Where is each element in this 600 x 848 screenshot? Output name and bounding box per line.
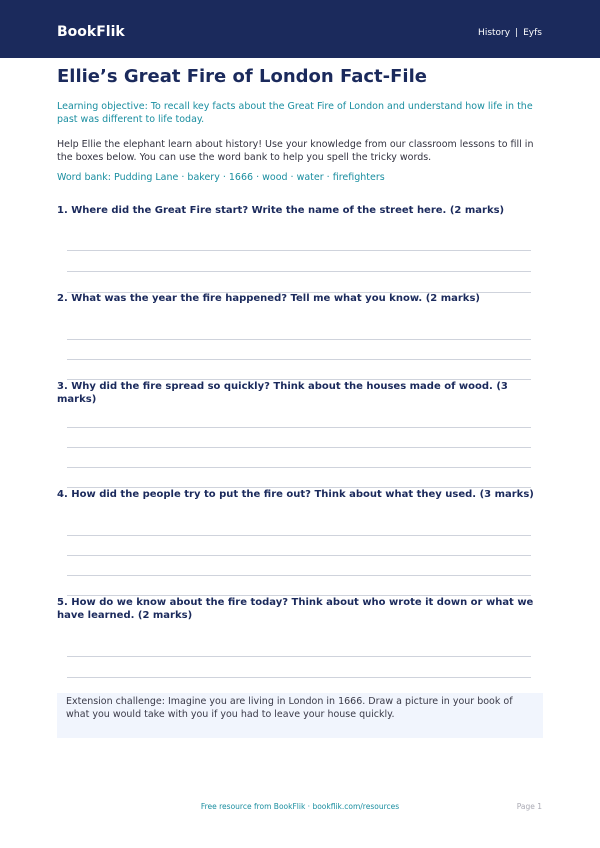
extension-challenge: Extension challenge: Imagine you are living in London in 1666. Draw a picture in your book of what you would take with you if you had to leave your house quickly.: [57, 693, 543, 738]
breadcrumb-eyfs[interactable]: Eyfs: [523, 28, 542, 38]
answer-line[interactable]: [67, 575, 531, 576]
top-bar: [0, 0, 600, 58]
learning-objective: Learning objective: To recall key facts about the Great Fire of London and understand how life in the past was different to life today.: [57, 101, 533, 125]
answer-line[interactable]: [67, 555, 531, 556]
word-bank: Word bank: Pudding Lane · bakery · 1666 · wood · water · firefighters: [57, 172, 385, 183]
answer-line[interactable]: [67, 447, 531, 448]
question-4: 4. How did the people try to put the fire out? Think about what they used. (3 marks): [57, 489, 534, 500]
breadcrumb-history[interactable]: History: [478, 28, 511, 38]
answer-line[interactable]: [67, 271, 531, 272]
footer-text[interactable]: Free resource from BookFlik · bookflik.com/resources: [200, 802, 400, 811]
answer-line[interactable]: [67, 427, 531, 428]
question-1: 1. Where did the Great Fire start? Write the name of the street here. (2 marks): [57, 205, 505, 216]
page-title: Ellie’s Great Fire of London Fact-File: [57, 66, 427, 87]
answer-line[interactable]: [67, 339, 531, 340]
question-5: 5. How do we know about the fire today? Think about who wrote it down or what we have learned. (2 marks): [57, 597, 534, 621]
question-3: 3. Why did the fire spread so quickly? Think about the houses made of wood. (3 marks): [57, 381, 508, 405]
answer-line[interactable]: [67, 656, 531, 657]
answer-line[interactable]: [67, 535, 531, 536]
answer-line[interactable]: [67, 250, 531, 251]
breadcrumb-separator: |: [515, 28, 519, 38]
answer-line[interactable]: [67, 467, 531, 468]
breadcrumb: [478, 27, 542, 39]
answer-line[interactable]: [67, 677, 531, 678]
page-number: Page 1: [516, 802, 542, 811]
answer-line[interactable]: [67, 359, 531, 360]
brand-logo[interactable]: BookFlik: [57, 24, 125, 40]
intro-text: Help Ellie the elephant learn about history! Use your knowledge from our classroom lessons to fill in the boxes below. You can use the word bank to help you spell the tricky words.: [57, 139, 534, 163]
question-2: 2. What was the year the fire happened? Tell me what you know. (2 marks): [57, 293, 480, 304]
